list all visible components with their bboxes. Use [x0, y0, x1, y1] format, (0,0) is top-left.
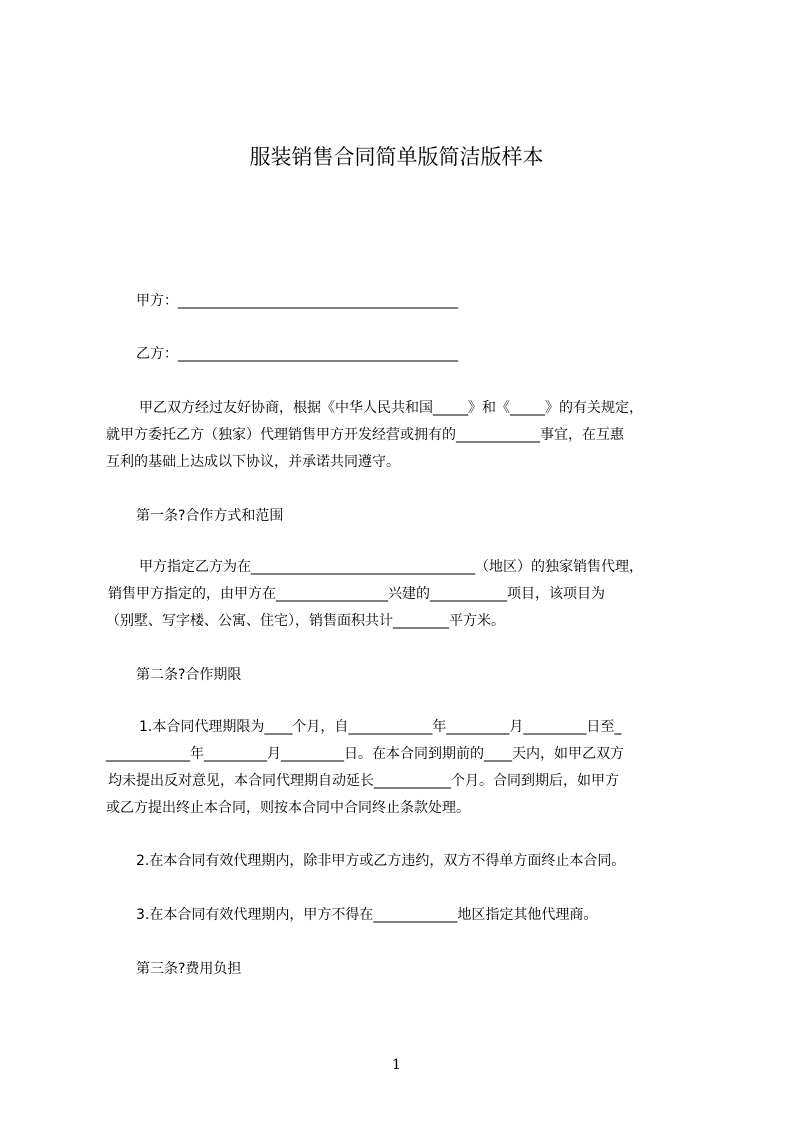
article-3-heading: 第三条?费用负担 [136, 961, 242, 977]
article-1-line: 销售甲方指定的，由甲方在________________兴建的___________项目，该项目为 [108, 586, 605, 602]
article-2-clause-2: 2.在本合同有效代理期内，除非甲方或乙方违约，双方不得单方面终止本合同。 [136, 853, 626, 869]
intro-line: 互利的基础上达成以下协议，并承诺共同遵守。 [106, 454, 400, 470]
page-number: 1 [392, 1057, 401, 1073]
article-2-clause-1-line: 均未提出反对意见，本合同代理期自动延长___________个月。合同到期后，如甲方 [108, 773, 619, 789]
intro-line: 甲乙双方经过友好协商，根据《中华人民共和国_____》和《_____》的有关规定， [139, 400, 643, 416]
intro-line: 就甲方委托乙方（独家）代理销售甲方开发经营或拥有的____________事宜，在互惠 [106, 427, 624, 443]
article-2-clause-1-line: 或乙方提出终止本合同，则按本合同中合同终止条款处理。 [106, 800, 470, 816]
party-b-line: 乙方：________________________________________ [136, 346, 458, 362]
document-title: 服装销售合同简单版简洁版样本 [249, 145, 544, 169]
article-2-heading: 第二条?合作期限 [136, 667, 242, 683]
article-1-line: 甲方指定乙方为在________________________________（地区）的独家销售代理， [139, 559, 643, 575]
party-a-line: 甲方：________________________________________ [136, 293, 458, 309]
article-2-clause-1-line: ____________年_________月_________日。在本合同到期前的____天内，如甲乙双方 [106, 746, 624, 762]
article-1-line: （别墅、写字楼、公寓、住宅），销售面积共计________平方米。 [106, 613, 505, 629]
article-2-clause-3: 3.在本合同有效代理期内，甲方不得在____________地区指定其他代理商。 [136, 907, 598, 923]
article-1-heading: 第一条?合作方式和范围 [136, 508, 284, 524]
article-2-clause-1-line: 1.本合同代理期限为____个月，自____________年_________月_________日至_ [139, 719, 622, 735]
